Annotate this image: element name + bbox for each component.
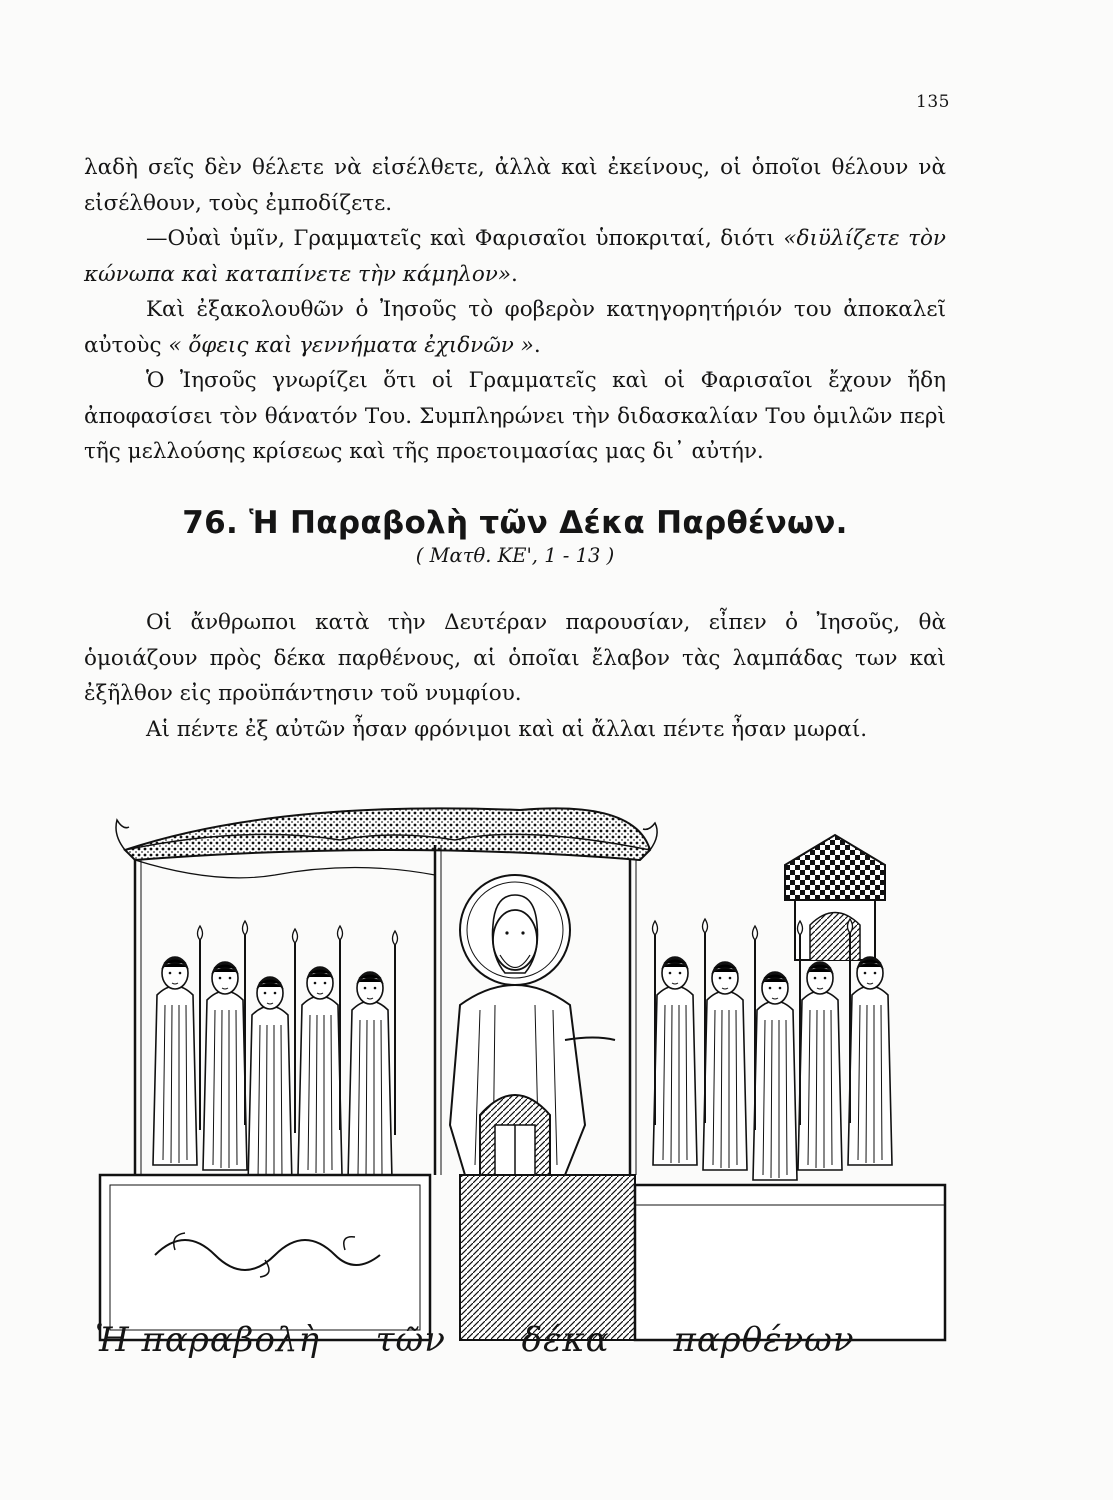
paragraph-woe-quote: «διϋλίζετε τὸν κώνωπα καὶ καταπίνετε τὴν κάμηλον» bbox=[84, 226, 946, 287]
caption-word-1: Ἡ παραβολὴ bbox=[95, 1320, 320, 1360]
wise-virgins-group bbox=[153, 921, 398, 1185]
caption-word-3: δέκα bbox=[521, 1320, 610, 1360]
bridegroom-door bbox=[480, 1095, 550, 1175]
paragraph-wise-foolish: Αἱ πέντε ἐξ αὐτῶν ἦσαν φρόνιμοι καὶ αἱ ἄλλαι πέντε ἦσαν μωραί. bbox=[146, 716, 868, 742]
body-text-top bbox=[84, 150, 946, 470]
paragraph-woe bbox=[84, 221, 946, 292]
paragraph-vipers-pre: Καὶ ἐξακολουθῶν ὁ Ἰησοῦς τὸ φοβερὸν κατηγορητήριόν του ἀποκαλεῖ αὐτοὺς bbox=[84, 297, 946, 358]
section-heading: 76. Ἡ Παραβολὴ τῶν Δέκα Παρθένων. bbox=[182, 505, 848, 541]
wall-platform bbox=[100, 1175, 945, 1340]
paragraph-woe-post: . bbox=[511, 261, 518, 287]
caption-word-4: παρθένων bbox=[673, 1320, 855, 1360]
illustration-caption bbox=[95, 1320, 955, 1370]
paragraph-vipers-post: . bbox=[533, 332, 541, 358]
paragraph-knows: Ὁ Ἰησοῦς γνωρίζει ὅτι οἱ Γραμματεῖς καὶ οἱ Φαρισαῖοι ἔχουν ἤδη ἀποφασίσει τὸν θάνατόν Του. Συμπληρώνει τὴν διδασκαλίαν Του ὁμιλῶν περὶ τῆς μελλούσης κρίσεως καὶ τῆς προετοιμασίας μας δι᾽ αὐτήν. bbox=[84, 368, 946, 464]
paragraph-continuation: λαδὴ σεῖς δὲν θέλετε νὰ εἰσέλθετε, ἀλλὰ καὶ ἐκείνους, οἱ ὁποῖοι θέλουν νὰ εἰσέλθουν, τοὺς ἐμποδίζετε. bbox=[84, 155, 946, 216]
page-number: 135 bbox=[916, 92, 950, 112]
section-reference: ( Ματθ. ΚΕ', 1 - 13 ) bbox=[415, 544, 615, 567]
caption-word-2: τῶν bbox=[375, 1320, 446, 1360]
parable-illustration bbox=[95, 805, 950, 1360]
paragraph-vipers bbox=[84, 292, 946, 363]
paragraph-vipers-quote: « ὄφεις καὶ γεννήματα ἐχιδνῶν » bbox=[168, 332, 534, 358]
body-text-bottom bbox=[84, 605, 946, 747]
paragraph-woe-pre: —Οὐαὶ ὑμῖν, Γραμματεῖς καὶ Φαρισαῖοι ὑποκριταί, διότι bbox=[146, 226, 784, 251]
paragraph-virgins: Οἱ ἄνθρωποι κατὰ τὴν Δευτέραν παρουσίαν, εἶπεν ὁ Ἰησοῦς, θὰ ὁμοιάζουν πρὸς δέκα παρθένους, αἱ ὁποῖαι ἔλαβον τὰς λαμπάδας των καὶ ἐξῆλθον εἰς προϋπάντησιν τοῦ νυμφίου. bbox=[84, 610, 946, 706]
